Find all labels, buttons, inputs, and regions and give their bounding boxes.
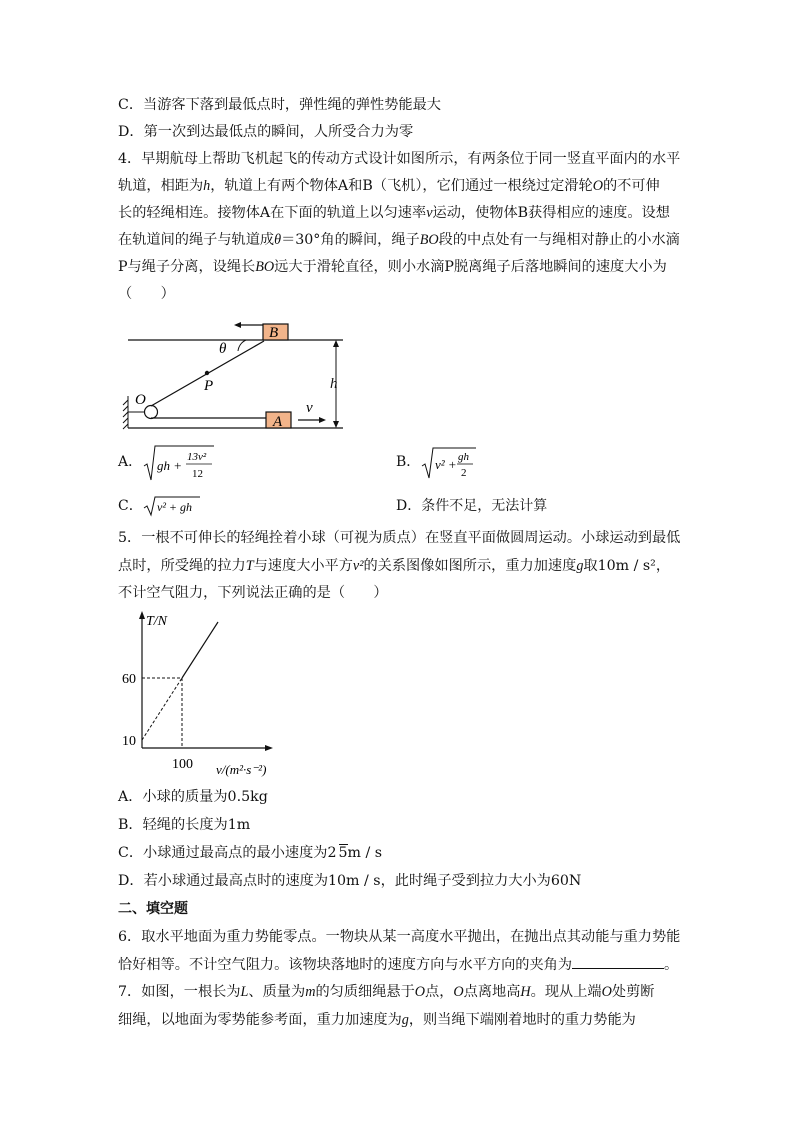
q7-stem-line2: 细绳，以地面为零势能参考面，重力加速度为g，则当绳下端刚着地时的重力势能为 bbox=[118, 1012, 636, 1028]
label-b: B bbox=[269, 325, 279, 341]
q4-stem-line2: 轨道，相距为h，轨道上有两个物体A和B（飞机），它们通过一根绕过定滑轮O的不可伸 bbox=[118, 178, 660, 194]
q5-tension-graph bbox=[118, 608, 293, 778]
q7-stem-line1: 7．如图，一根长为L、质量为m的匀质细绳悬于O点，O点离地高H。现从上端O处剪断 bbox=[118, 984, 655, 1000]
tick-60: 60 bbox=[122, 672, 136, 687]
q3-option-d: D．第一次到达最低点的瞬间，人所受合力为零 bbox=[118, 124, 414, 140]
label-a: A bbox=[273, 414, 283, 430]
q6-stem-line1: 6．取水平地面为重力势能零点。一物块从某一高度水平抛出，在抛出点其动能与重力势能 bbox=[118, 929, 681, 945]
q5-option-d: D．若小球通过最高点时的速度为10m / s，此时绳子受到拉力大小为60N bbox=[118, 873, 582, 889]
q5-option-c: C．小球通过最高点的最小速度为2 5m / s bbox=[118, 845, 383, 861]
label-v: v bbox=[306, 400, 313, 416]
svg-text:gh +: gh + bbox=[157, 458, 183, 473]
tick-10: 10 bbox=[122, 734, 136, 749]
q5-option-a: A．小球的质量为0.5kg bbox=[118, 789, 268, 805]
q4-stem-line6: （ ） bbox=[118, 286, 175, 302]
q4-stem-line1: 4．早期航母上帮助飞机起飞的传动方式设计如图所示，有两条位于同一竖直平面内的水平 bbox=[118, 151, 681, 167]
svg-text:13v²: 13v² bbox=[187, 451, 207, 463]
q4-stem-line3: 长的轻绳相连。接物体A在下面的轨道上以匀速率v运动，使物体B获得相应的速度。设想 bbox=[118, 205, 670, 221]
q5-stem-line1: 5．一根不可伸长的轻绳拴着小球（可视为质点）在竖直平面做圆周运动。小球运动到最低 bbox=[118, 530, 681, 546]
label-o: O bbox=[135, 392, 146, 408]
q4-option-c-formula bbox=[142, 494, 202, 518]
q4-option-b: B． bbox=[396, 454, 421, 470]
q4-option-a: A． bbox=[118, 454, 143, 470]
q4-option-c: C． bbox=[118, 498, 143, 514]
svg-text:v² + gh: v² + gh bbox=[157, 500, 193, 514]
y-axis-label: T/N bbox=[146, 614, 168, 629]
q5-option-b: B．轻绳的长度为1m bbox=[118, 817, 251, 833]
q6-answer-blank[interactable] bbox=[572, 954, 664, 969]
q3-option-c: C．当游客下落到最低点时，弹性绳的弹性势能最大 bbox=[118, 97, 441, 113]
q5-stem-line2: 点时，所受绳的拉力T与速度大小平方v²的关系图像如图所示，重力加速度g取10m / s²， bbox=[118, 558, 671, 574]
q4-option-a-formula bbox=[142, 442, 217, 486]
tick-100: 100 bbox=[172, 757, 193, 772]
q4-option-b-formula bbox=[420, 444, 480, 484]
sqrt-5: 5 bbox=[338, 845, 348, 861]
t-line bbox=[182, 622, 218, 678]
drop-p bbox=[205, 371, 209, 375]
x-axis-label: v/(m²·s⁻²) bbox=[216, 762, 267, 777]
q4-stem-line5: P与绳子分离，设绳长BO远大于滑轮直径，则小水滴P脱离绳子后落地瞬间的速度大小为 bbox=[118, 259, 667, 275]
q5-stem-line3: 不计空气阻力，下列说法正确的是（ ） bbox=[118, 585, 388, 601]
q4-pulley-diagram bbox=[118, 316, 358, 438]
q6-stem-line2: 恰好相等。不计空气阻力。该物块落地时的速度方向与水平方向的夹角为 。 bbox=[118, 954, 678, 975]
label-h: h bbox=[330, 376, 338, 392]
pulley bbox=[145, 406, 158, 419]
svg-text:2: 2 bbox=[461, 467, 467, 479]
q4-stem-line4: 在轨道间的绳子与轨道成θ＝30°角的瞬间，绳子BO段的中点处有一与绳相对静止的小水滴 bbox=[118, 232, 680, 248]
label-p: P bbox=[204, 378, 214, 394]
svg-text:gh: gh bbox=[458, 451, 469, 463]
q4-option-d: D．条件不足，无法计算 bbox=[396, 498, 548, 514]
section-fill-in-title: 二、填空题 bbox=[118, 901, 188, 917]
svg-text:12: 12 bbox=[192, 468, 203, 480]
svg-text:v² +: v² + bbox=[435, 457, 457, 472]
label-theta: θ bbox=[219, 341, 227, 357]
